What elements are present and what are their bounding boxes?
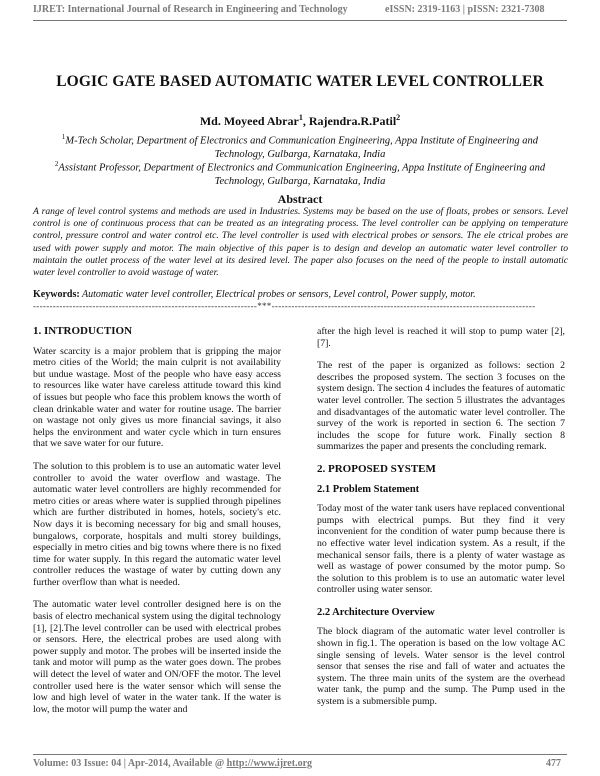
intro-paragraph-1: Water scarcity is a major problem that is gripping the major metro cities of the World; the main culprit is not availability but undue wastage. Most of the people who have easy access to resources like water have careless attitude toward this kind of issues but people who face this problem knows the worth of clean drinkable water and water for routine usage. The barrier on wastage not only gives us more financial savings, it also helps the environment and water cycle which in turn ensures that we save water for our future. bbox=[33, 345, 281, 450]
intro-paragraph-2: The solution to this problem is to use an automatic water level controller to avoid the water overflow and wastage. The automatic water level controllers are highly recommended for metro cities or areas where water is supplied through pipelines which are further distributed in homes, hotels, society's etc. Now days it is becoming necessary for big and small houses, bungalows, corporate, hospitals and multi storey buildings, especially in metro cities and big towns where there is no fixed time for water supply. In this regard the automatic water level controller reduces the wastage of water by cutting down any further overflow than what is needed. bbox=[33, 460, 281, 588]
running-footer bbox=[0, 758, 600, 772]
author-1-sup: 1 bbox=[298, 113, 303, 122]
section-separator: --------------------------------------------------------------------***-------------------------------------------------------------------------------- bbox=[33, 301, 536, 311]
affiliation-1-sup: 1 bbox=[61, 133, 66, 141]
author-1: Md. Moyeed Abrar bbox=[199, 114, 299, 128]
page-number: 477 bbox=[546, 758, 561, 769]
keywords-label: Keywords: bbox=[33, 289, 80, 300]
journal-url-link[interactable]: http://www.ijret.org bbox=[226, 758, 313, 769]
authors: Md. Moyeed Abrar$^1$, Rajendra.R.Patil$^2$ bbox=[199, 113, 401, 128]
journal-name: IJRET: International Journal of Research in Engineering and Technology bbox=[33, 4, 348, 15]
right-column bbox=[317, 326, 565, 719]
header-rule bbox=[33, 20, 567, 21]
footer-rule bbox=[33, 754, 567, 755]
paper-organization-paragraph: The rest of the paper is organized as follows: section 2 describes the proposed system. The section 3 focuses on the system design. The section 4 includes the features of automatic water level controller. The section 5 illustrates the advantages and disadvantages of the automatic water level controller. The survey of the work is reported in section 6. The section 7 includes the scope for future work. Finally section 8 summarizes the paper and presents the concluding remark. bbox=[317, 360, 565, 453]
issn: eISSN: 2319-1163 | pISSN: 2321-7308 bbox=[385, 4, 545, 15]
keywords bbox=[33, 289, 568, 300]
affiliation-2-sup: 2 bbox=[54, 160, 59, 168]
paper-title: LOGIC GATE BASED AUTOMATIC WATER LEVEL CONTROLLER bbox=[56, 73, 544, 90]
architecture-overview-heading: 2.2 Architecture Overview bbox=[317, 606, 435, 618]
abstract-text: A range of level control systems and methods are used in Industries. Systems may be based on the use of floats, probes or sensors. Level control is one of continuous process that can be treated as an integrating process. The level controller can be applying on temperature control, pressure control and water control etc. The level controller is used with electrical probes or sensors. The ele ctrical probes are used with power supply and motor. The main objective of this paper is to design and develop an automatic water level controller to maintain the outlet process of the water level at its desired level. The paper also focuses on the need of the people to install automatic water level controller to avoid wastage of water. bbox=[33, 206, 568, 279]
affiliation-2: $^2$Assistant Professor, Department of Electronics and Communication Engineering, Appa Institute of Engineering and Technology, Gulbarga, Karnataka, India bbox=[54, 160, 546, 188]
problem-statement-paragraph: Today most of the water tank users have replaced conventional pumps with electrical pumps. But they find it very inconvenient for the condition of water pump because there is no effective water level indication system. As a result, if the mechanical sensor fails, there is a plenty of water wastage as well as wastage of power consumed by the motor pump. So the solution to this problem is to use an automatic water level controller using water sensor. bbox=[317, 503, 565, 596]
intro-paragraph-3: The automatic water level controller designed here is on the basis of electro mechanical system using the digital technology [1], [2].The level controller can be used with electrical probes or sensors. Here, the electrical probes are used along with power supply and motor. The probes will be inserted inside the tank and motor will pump as the water goes down. The probes will detect the level of water and ON/OFF the motor. The level controller used here is the water sensor which will sense the low and high level of water in the water tank. If the water is low, the motor will pump the water and bbox=[33, 599, 281, 715]
abstract-heading: Abstract bbox=[277, 192, 323, 206]
author-2-sup: 2 bbox=[396, 113, 401, 122]
problem-statement-heading: 2.1 Problem Statement bbox=[317, 483, 420, 495]
intro-continuation: after the high level is reached it will stop to pump water [2], [7]. bbox=[317, 326, 565, 349]
left-column bbox=[33, 326, 281, 726]
architecture-overview-paragraph: The block diagram of the automatic water level controller is shown in fig.1. The operation is based on the low voltage AC single sensing of levels. Water sensor is the level control sensor that senses the rise and fall of water and actuates the system. The three main units of the system are the overhead water tank, the pump and the sump. The Pump used in the system is a submersible pump. bbox=[317, 626, 565, 708]
author-2: Rajendra.R.Patil bbox=[308, 114, 397, 128]
volume-info: Volume: 03 Issue: 04 | Apr-2014, Available @ http://www.ijret.org bbox=[33, 758, 313, 769]
proposed-system-heading: 2. PROPOSED SYSTEM bbox=[317, 462, 436, 475]
keywords-text: Automatic water level controller, Electrical probes or sensors, Level control, Power supply, motor. bbox=[82, 289, 476, 300]
intro-heading: 1. INTRODUCTION bbox=[33, 325, 133, 337]
affiliation-1: $^1$M-Tech Scholar, Department of Electronics and Communication Engineering, Appa Institute of Engineering and Technology, Gulbarga, Karnataka, India bbox=[61, 133, 539, 161]
running-header bbox=[0, 4, 600, 18]
